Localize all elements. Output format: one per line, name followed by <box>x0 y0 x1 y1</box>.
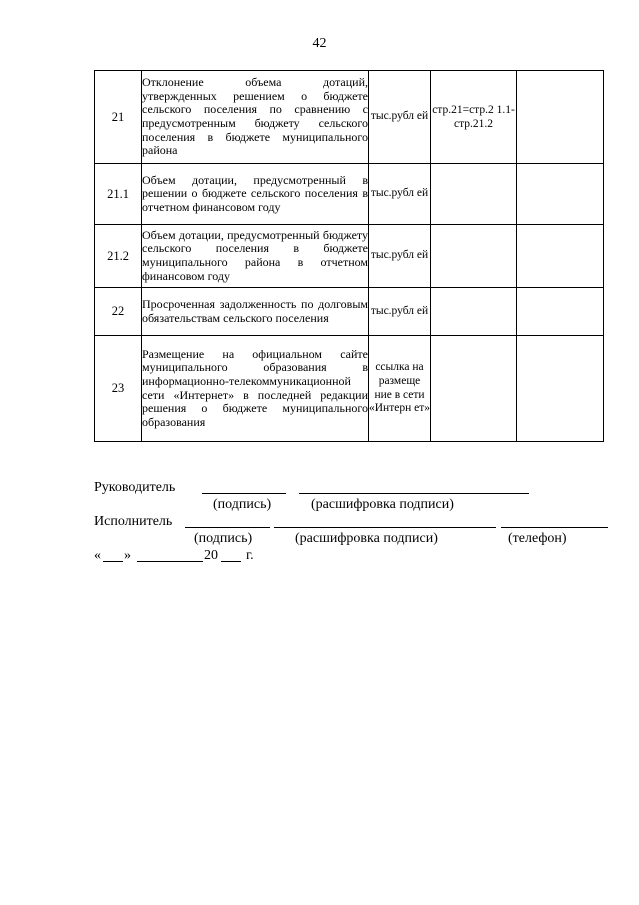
date-month-line[interactable] <box>137 561 203 562</box>
row-number: 23 <box>95 336 142 442</box>
date-day-line[interactable] <box>103 561 123 562</box>
executor-decoding-caption: (расшифровка подписи) <box>295 531 438 546</box>
head-decoding-caption: (расшифровка подписи) <box>311 497 454 512</box>
table-row <box>95 71 604 164</box>
executor-decoding-line[interactable] <box>274 527 496 528</box>
row-number: 21 <box>95 71 142 164</box>
row-value <box>517 225 604 288</box>
table-row <box>95 225 604 288</box>
date-year-prefix: 20 <box>204 548 218 563</box>
row-unit: ссылка на размеще ние в сети «Интерн ет» <box>369 336 431 442</box>
row-description: Размещение на официальном сайте муниципального образования в информационно-телекоммуникационной сети «Интернет» в последней редакции решения о бюджете муниципального образования <box>142 336 369 442</box>
date-year-line[interactable] <box>221 561 241 562</box>
row-number: 21.1 <box>95 164 142 225</box>
row-unit: тыс.рубл ей <box>369 225 431 288</box>
row-formula: стр.21=стр.2 1.1-стр.21.2 <box>431 71 517 164</box>
row-unit: тыс.рубл ей <box>369 71 431 164</box>
table-row <box>95 288 604 336</box>
row-description: Отклонение объема дотаций, утвержденных решением о бюджете сельского поселения по сравнению с предусмотренным бюджету сельского поселения в бюджете муниципального района <box>142 71 369 164</box>
executor-phone-line[interactable] <box>501 527 608 528</box>
date-suffix: г. <box>246 548 254 563</box>
head-signature-caption: (подпись) <box>213 497 272 512</box>
executor-label: Исполнитель <box>94 514 173 529</box>
executor-phone-caption: (телефон) <box>508 531 567 546</box>
row-number: 22 <box>95 288 142 336</box>
executor-signature-line[interactable] <box>185 527 270 528</box>
row-value <box>517 164 604 225</box>
table-row <box>95 164 604 225</box>
date-open-quote: « <box>94 548 101 563</box>
executor-signature-caption: (подпись) <box>194 531 253 546</box>
row-unit: тыс.рубл ей <box>369 164 431 225</box>
report-table <box>94 70 604 442</box>
row-description: Объем дотации, предусмотренный в решении о бюджете сельского поселения в отчетном финансовом году <box>142 164 369 225</box>
row-formula <box>431 288 517 336</box>
head-decoding-line[interactable] <box>299 493 529 494</box>
row-value <box>517 288 604 336</box>
page-number: 42 <box>312 36 327 51</box>
row-formula <box>431 225 517 288</box>
row-number: 21.2 <box>95 225 142 288</box>
head-signature-line[interactable] <box>202 493 286 494</box>
row-description: Объем дотации, предусмотренный бюджету сельского поселения в бюджете муниципального района в отчетном финансовом году <box>142 225 369 288</box>
date-close-quote: » <box>124 548 131 563</box>
row-description: Просроченная задолженность по долговым обязательствам сельского поселения <box>142 288 369 336</box>
head-label: Руководитель <box>94 480 176 495</box>
row-unit: тыс.рубл ей <box>369 288 431 336</box>
row-value <box>517 71 604 164</box>
row-formula <box>431 164 517 225</box>
table-row <box>95 336 604 442</box>
row-value <box>517 336 604 442</box>
row-formula <box>431 336 517 442</box>
